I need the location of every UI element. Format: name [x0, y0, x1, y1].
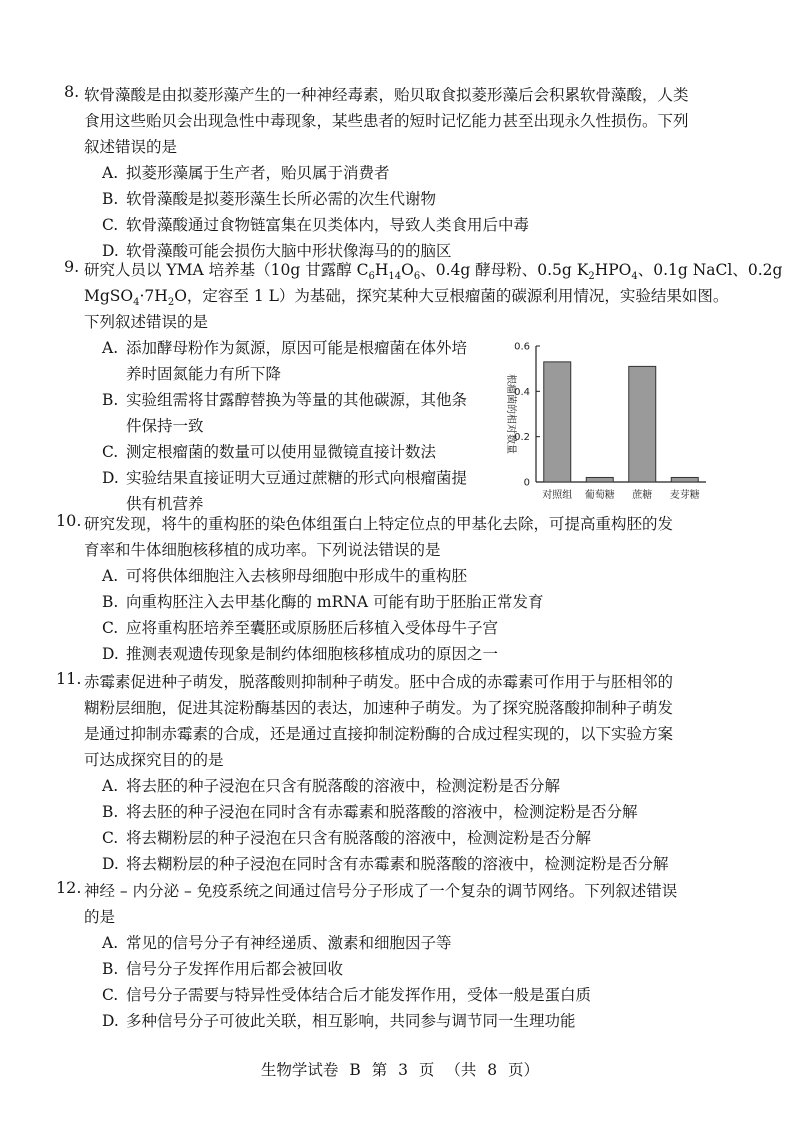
- bar-4: [671, 477, 698, 482]
- bar-chart: [496, 337, 718, 509]
- exam-title: 生物学试卷 B: [260, 1061, 361, 1079]
- question-11: [56, 669, 722, 877]
- question-number: 8.: [64, 82, 80, 101]
- option-b: B. 将去胚的种子浸泡在同时含有赤霉素和脱落酸的溶液中，检测淀粉是否分解: [102, 803, 638, 821]
- option-d: D. 实验结果直接证明大豆通过蔗糖的形式向根瘤菌提 供有机营养: [102, 469, 468, 513]
- y-tick-label: 0.6: [514, 341, 530, 353]
- option-c: C. 应将重构胚培养至囊胚或原肠胚后移植入受体母牛子宫: [102, 619, 499, 637]
- y-tick-label: 0.4: [514, 386, 530, 398]
- question-12-stem: 12. 神经 – 内分泌 – 免疫系统之间通过信号分子形成了一个复杂的调节网络。下列叙述错误 的是: [56, 878, 678, 926]
- option-b: B. 实验组需将甘露醇替换为等量的其他碳源，其他条 件保持一致: [102, 391, 468, 435]
- y-tick-label: 0.2: [514, 432, 530, 444]
- option-a: A. 添加酵母粉作为氮源，原因可能是根瘤菌在体外培 养时固氮能力有所下降: [102, 339, 468, 383]
- option-a: A. 将去胚的种子浸泡在只含有脱落酸的溶液中，检测淀粉是否分解: [102, 777, 561, 795]
- bar-3: [629, 366, 656, 482]
- page-number: 第 3 页: [371, 1061, 435, 1079]
- question-number: 9.: [64, 257, 80, 276]
- question-12: [56, 878, 722, 1034]
- option-a: A. 可将供体细胞注入去核卵母细胞中形成牛的重构胚: [102, 567, 468, 585]
- x-tick-label: 葡萄糖: [584, 490, 615, 501]
- question-number: 10.: [56, 511, 82, 530]
- question-number: 11.: [56, 669, 82, 688]
- question-number: 12.: [56, 878, 82, 897]
- option-d: D. 多种信号分子可彼此关联，相互影响，共同参与调节同一生理功能: [102, 1012, 576, 1030]
- question-8: [64, 82, 722, 264]
- option-b: B. 向重构胚注入去甲基化酶的 mRNA 可能有助于胚胎正常发育: [102, 593, 544, 611]
- option-b: B. 信号分子发挥作用后都会被回收: [102, 960, 344, 978]
- page-total: （共 8 页）: [445, 1061, 540, 1079]
- option-d: D. 将去糊粉层的种子浸泡在同时含有赤霉素和脱落酸的溶液中，检测淀粉是否分解: [102, 855, 669, 873]
- option-c: C. 信号分子需要与特异性受体结合后才能发挥作用，受体一般是蛋白质: [102, 986, 592, 1004]
- x-tick-label: 麦芽糖: [669, 490, 700, 501]
- option-b: B. 软骨藻酸是拟菱形藻生长所必需的次生代谢物: [102, 190, 437, 208]
- question-8-stem: 8. 软骨藻酸是由拟菱形藻产生的一种神经毒素，贻贝取食拟菱形藻后会积累软骨藻酸，人类 食用这些贻贝会出现急性中毒现象，某些患者的短时记忆能力甚至出现永久性损伤。下列 叙述错误的是: [64, 82, 689, 156]
- question-9-stem: 9. 研究人员以 YMA 培养基（10g 甘露醇 $C_6H_{14}O_6$、0.4g 酵母粉、0.5g $K_2HPO_4$、0.1g NaCl、0.2g $MgSO_4\cdot 7H_2O$，定容至 1 L）为基础，探究某种大豆根瘤菌的碳源利用情况，实验结果如图。 下列叙述错误的是: [64, 257, 783, 331]
- option-d: D. 推测表观遗传现象是制约体细胞核移植成功的原因之一: [102, 645, 499, 663]
- bar-2: [586, 477, 613, 482]
- bar-1: [544, 362, 571, 482]
- option-c: C. 测定根瘤菌的数量可以使用显微镜直接计数法: [102, 443, 437, 461]
- option-c: C. 将去糊粉层的种子浸泡在只含有脱落酸的溶液中，检测淀粉是否分解: [102, 829, 592, 847]
- question-10-stem: 10. 研究发现，将牛的重构胚的染色体组蛋白上特定位点的甲基化去除，可提高重构胚的发 育率和牛体细胞核移植的成功率。下列说法错误的是: [56, 511, 674, 559]
- question-11-stem: 11. 赤霉素促进种子萌发，脱落酸则抑制种子萌发。胚中合成的赤霉素可作用于与胚相邻的 糊粉层细胞，促进其淀粉酶基因的表达，加速种子萌发。为了探究脱落酸抑制种子萌发 是通过抑制赤霉素的合成，还是通过直接抑制淀粉酶的合成过程实现的，以下实验方案 可达成探究目的的是: [56, 669, 674, 769]
- x-tick-label: 蔗糖: [632, 490, 653, 501]
- option-a: A. 常见的信号分子有神经递质、激素和细胞因子等: [102, 934, 452, 952]
- question-10: [56, 511, 722, 667]
- option-a: A. 拟菱形藻属于生产者，贻贝属于消费者: [102, 164, 390, 182]
- y-tick-label: 0: [523, 477, 530, 489]
- option-c: C. 软骨藻酸通过食物链富集在贝类体内，导致人类食用后中毒: [102, 216, 530, 234]
- x-tick-label: 对照组: [542, 490, 573, 501]
- y-axis-label: 根瘤菌的相对数量: [505, 374, 516, 454]
- option-d: D. 软骨藻酸可能会损伤大脑中形状像海马的的脑区: [102, 242, 452, 260]
- page-footer: [0, 1058, 800, 1082]
